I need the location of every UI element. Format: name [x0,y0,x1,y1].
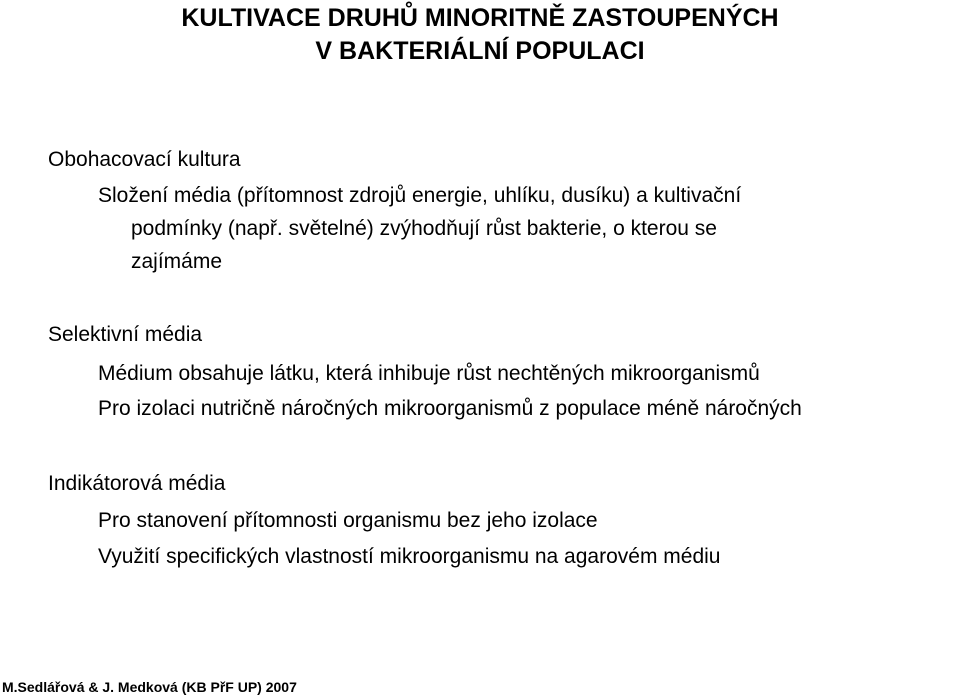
bullet-text-line: Pro stanovení přítomnosti organismu bez jeho izolace [98,509,598,532]
section-heading-selektivni-media: Selektivní média [48,323,203,346]
slide-title [0,2,960,68]
bullet-text-line: Složení média (přítomnost zdrojů energie, uhlíku, dusíku) a kultivační [98,184,742,207]
footer-credit: M.Sedlářová & J. Medková (KB PřF UP) 2007 [2,679,297,695]
section-heading-obohacovaci-kultura: Obohacovací kultura [48,148,241,171]
section-heading-indikatorova-media: Indikátorová média [48,472,226,495]
bullet-text-line: podmínky (např. světelné) zvýhodňují růst bakterie, o kterou se [131,217,717,240]
bullet-text-line: Využití specifických vlastností mikroorganismu na agarovém médiu [98,545,721,568]
slide-title-line-1: KULTIVACE DRUHŮ MINORITNĚ ZASTOUPENÝCH [181,4,779,32]
bullet-text-line: Pro izolaci nutričně náročných mikroorganismů z populace méně náročných [98,397,802,420]
slide-title-line-2: V BAKTERIÁLNÍ POPULACI [315,37,645,65]
bullet-text-line: zajímáme [131,250,223,273]
bullet-text-line: Médium obsahuje látku, která inhibuje růst nechtěných mikroorganismů [98,362,760,385]
